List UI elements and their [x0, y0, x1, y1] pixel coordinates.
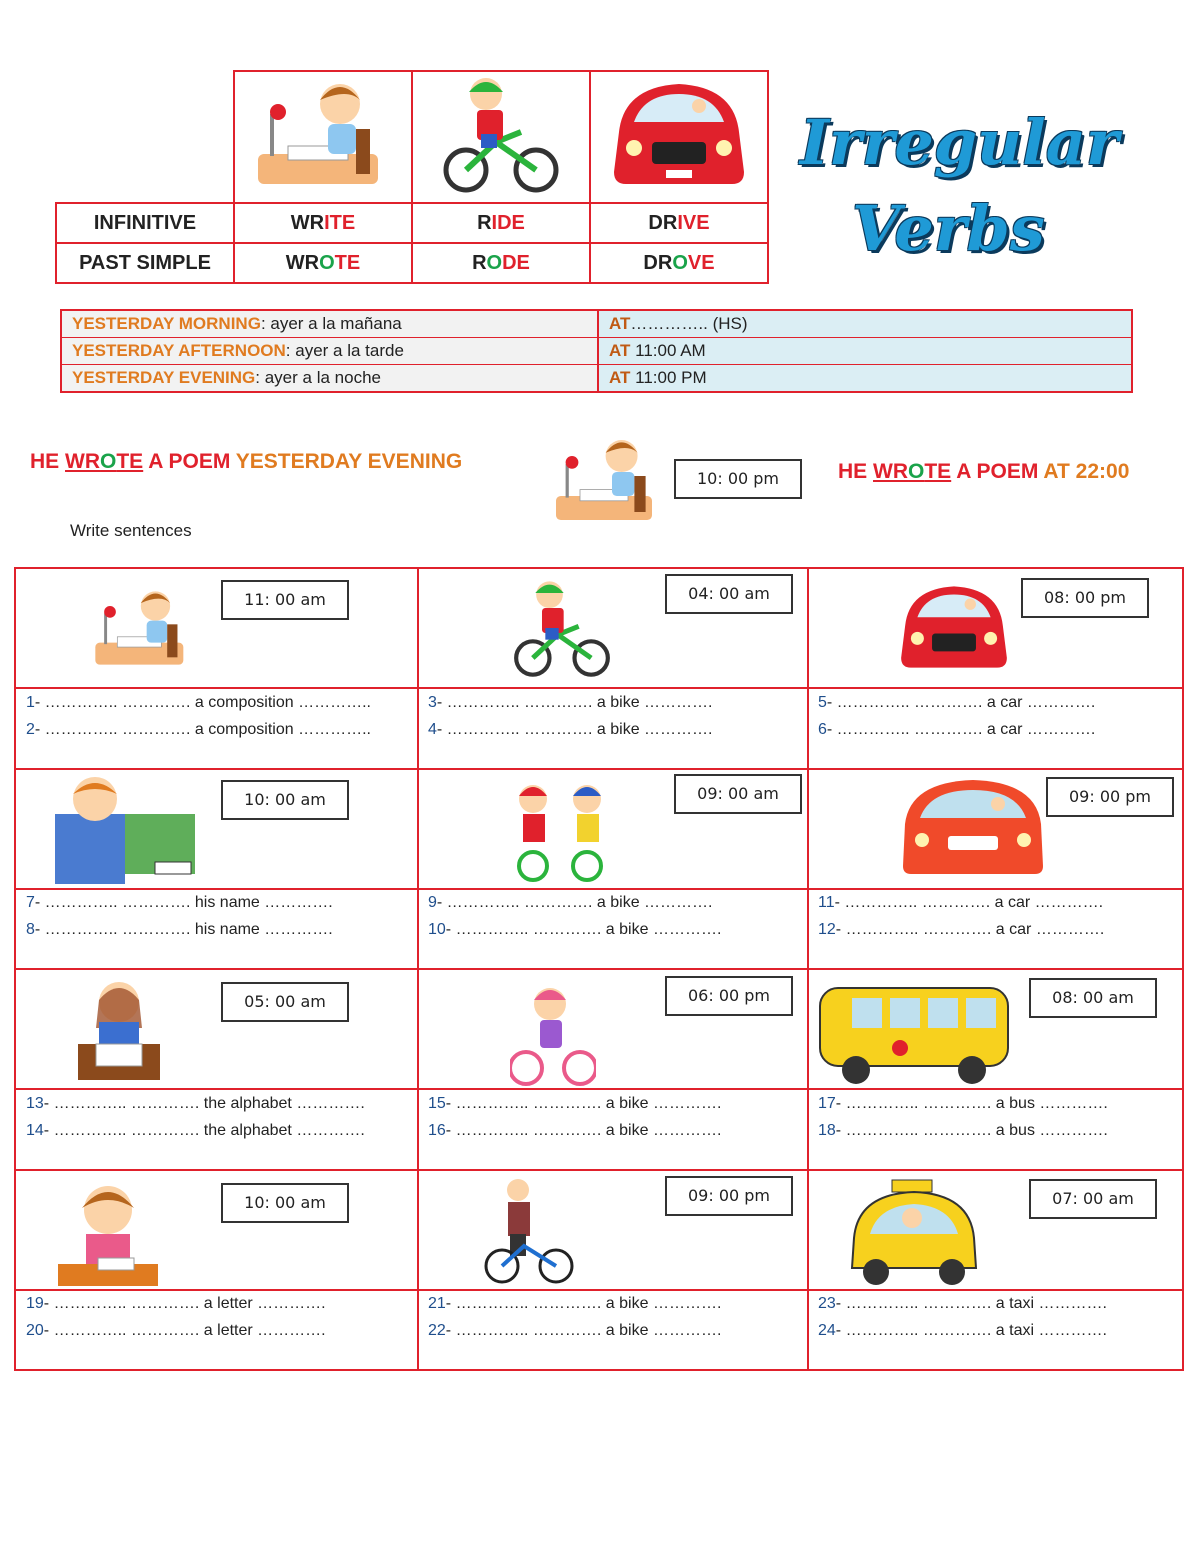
exercise-line: 15- ………….. …………. a bike ………….	[428, 1095, 722, 1112]
cell-time-box: 09: 00 pm	[1046, 777, 1174, 817]
cell-time-box: 11: 00 am	[221, 580, 349, 620]
cell-time-box: 08: 00 am	[1029, 978, 1157, 1018]
exercise-line: 6- ………….. …………. a car ………….	[818, 721, 1096, 738]
verb-image-ride	[412, 71, 590, 203]
row-label-past-simple: PAST SIMPLE	[56, 243, 234, 283]
cell-time-box: 10: 00 am	[221, 1183, 349, 1223]
two-kids-on-bikes-icon	[515, 774, 615, 886]
exercise-line: 4- ………….. …………. a bike ………….	[428, 721, 713, 738]
man-on-bike-icon	[484, 1176, 574, 1286]
boy-writing-icon	[248, 74, 398, 194]
verb-ride-past: RODE	[412, 243, 590, 283]
exercise-line: 9- ………….. …………. a bike ………….	[428, 894, 713, 911]
verb-drive-past: DROVE	[590, 243, 768, 283]
verb-ride-infinitive: RIDE	[412, 203, 590, 243]
exercise-line: 21- ………….. …………. a bike ………….	[428, 1295, 722, 1312]
girl-on-bike-icon	[510, 978, 596, 1088]
cell-time-box: 06: 00 pm	[665, 976, 793, 1016]
cell-time-box: 07: 00 am	[1029, 1179, 1157, 1219]
empty-corner	[56, 71, 234, 203]
exercise-line: 19- ………….. …………. a letter ………….	[26, 1295, 326, 1312]
boy-writing-icon	[548, 418, 668, 542]
instruction-text: Write sentences	[70, 521, 192, 540]
exercise-line: 14- ………….. …………. the alphabet ………….	[26, 1122, 365, 1139]
verb-write-past: WROTE	[234, 243, 412, 283]
exercise-line: 17- ………….. …………. a bus ………….	[818, 1095, 1108, 1112]
exercise-line: 22- ………….. …………. a bike ………….	[428, 1322, 722, 1339]
red-car-icon	[604, 72, 754, 196]
exercise-line: 23- ………….. …………. a taxi ………….	[818, 1295, 1107, 1312]
verb-table	[55, 70, 769, 284]
exercise-line: 5- ………….. …………. a car ………….	[818, 694, 1096, 711]
boy-writing-icon	[88, 572, 198, 684]
cell-time-box: 04: 00 am	[665, 574, 793, 614]
example-sentence-left: HE WROTE A POEM YESTERDAY EVENING	[30, 450, 463, 473]
cell-time-box: 09: 00 am	[674, 774, 802, 814]
exercise-line: 13- ………….. …………. the alphabet ………….	[26, 1095, 365, 1112]
red-car-icon	[893, 574, 1015, 680]
time-expressions-table	[60, 309, 1133, 393]
time-row: YESTERDAY AFTERNOON: ayer a la tarde AT 11:00 AM	[61, 338, 1132, 365]
exercise-line: 1- ………….. …………. a composition …………..	[26, 694, 371, 711]
cell-time-box: 05: 00 am	[221, 982, 349, 1022]
boy-on-bike-icon	[441, 72, 561, 196]
title-line-2: Verbs	[852, 192, 1045, 265]
girl-writing-alphabet-icon	[74, 978, 164, 1082]
exercise-grid	[14, 567, 1184, 1371]
row-label-infinitive: INFINITIVE	[56, 203, 234, 243]
verb-image-drive	[590, 71, 768, 203]
girl-writing-letter-icon	[58, 1178, 158, 1286]
cell-time-box: 10: 00 am	[221, 780, 349, 820]
cell-time-box: 09: 00 pm	[665, 1176, 793, 1216]
exercise-line: 2- ………….. …………. a composition …………..	[26, 721, 371, 738]
exercise-line: 3- ………….. …………. a bike ………….	[428, 694, 713, 711]
exercise-line: 11- ………….. …………. a car ………….	[818, 894, 1104, 911]
taxi-icon	[846, 1178, 982, 1288]
page-title	[800, 100, 1119, 272]
exercise-line: 8- ………….. …………. his name ………….	[26, 921, 333, 938]
verb-image-write	[234, 71, 412, 203]
cell-time-box: 08: 00 pm	[1021, 578, 1149, 618]
verb-drive-infinitive: DRIVE	[590, 203, 768, 243]
exercise-line: 16- ………….. …………. a bike ………….	[428, 1122, 722, 1139]
orange-car-icon	[900, 774, 1046, 884]
exercise-line: 10- ………….. …………. a bike ………….	[428, 921, 722, 938]
exercise-line: 24- ………….. …………. a taxi ………….	[818, 1322, 1107, 1339]
exercise-line: 12- ………….. …………. a car ………….	[818, 921, 1105, 938]
child-writing-icon	[55, 774, 195, 884]
exercise-line: 7- ………….. …………. his name ………….	[26, 894, 333, 911]
boy-on-bike-icon	[512, 572, 612, 684]
example-sentence-right: HE WROTE A POEM AT 22:00	[838, 460, 1130, 483]
title-line-1: Irregular	[800, 106, 1119, 179]
exercise-line: 18- ………….. …………. a bus ………….	[818, 1122, 1108, 1139]
example-time-box: 10: 00 pm	[674, 459, 802, 499]
time-row: YESTERDAY MORNING: ayer a la mañana AT………….. (HS)	[61, 310, 1132, 338]
school-bus-icon	[816, 974, 1012, 1086]
verb-write-infinitive: WRITE	[234, 203, 412, 243]
exercise-line: 20- ………….. …………. a letter ………….	[26, 1322, 326, 1339]
time-row: YESTERDAY EVENING: ayer a la noche AT 11:00 PM	[61, 365, 1132, 393]
